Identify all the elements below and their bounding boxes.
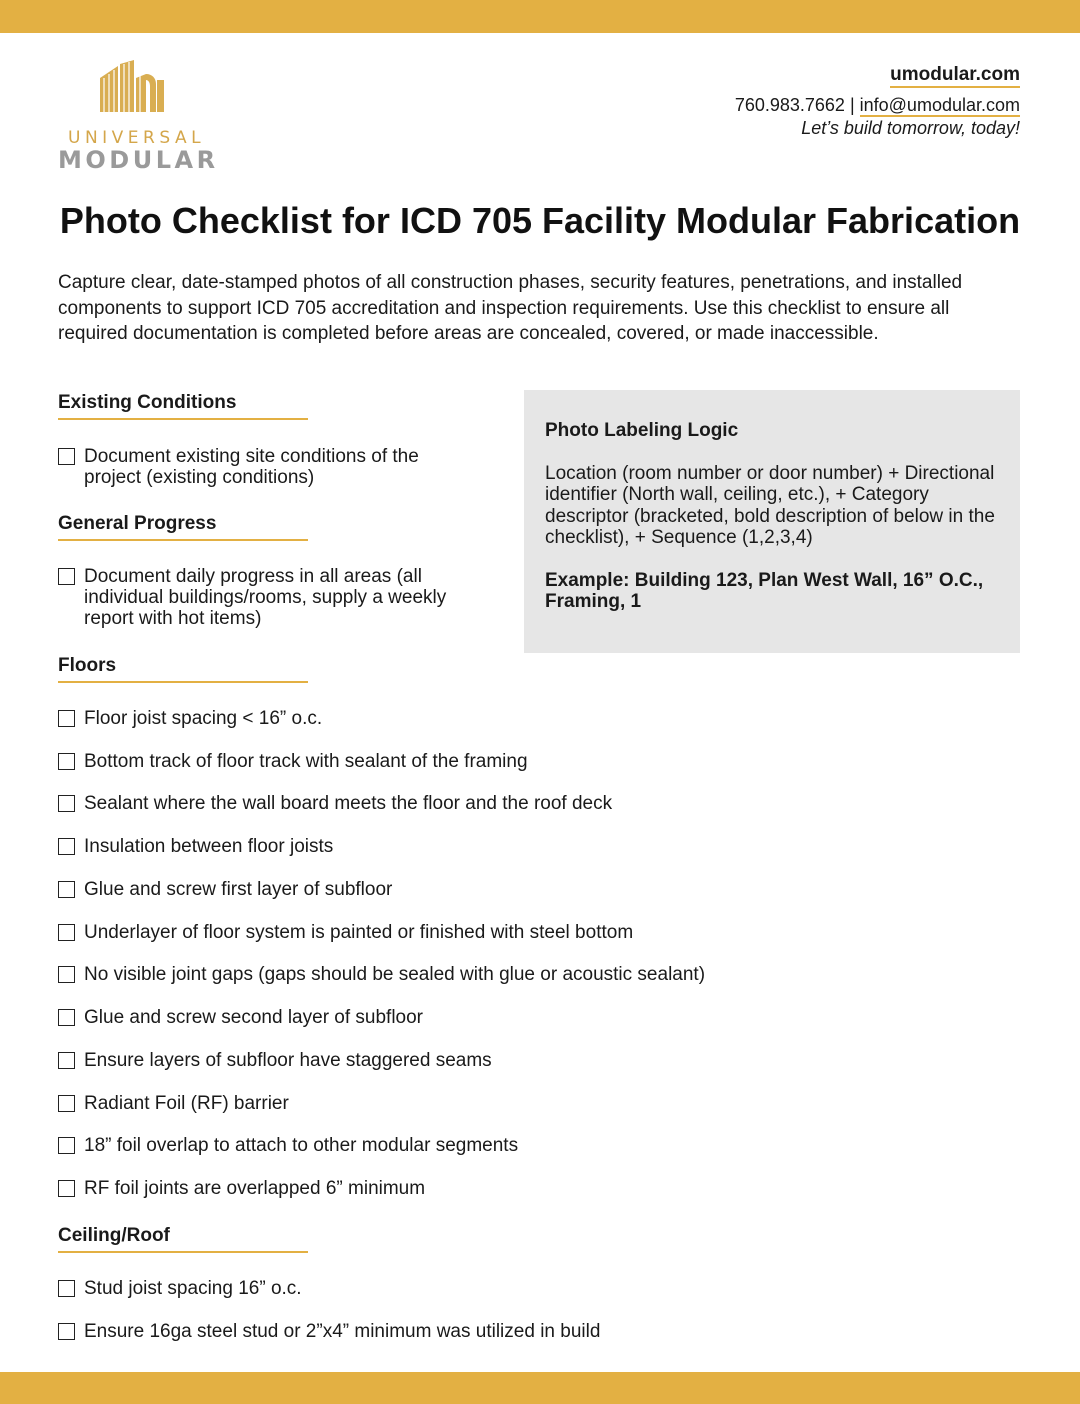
checklist-item-label: Sealant where the wall board meets the floor and the roof deck: [84, 793, 613, 814]
checklist-item[interactable]: [58, 964, 705, 985]
panel-heading: Photo Labeling Logic: [545, 420, 739, 441]
building-columns-logo-icon: [100, 60, 164, 112]
checkbox[interactable]: [58, 966, 75, 983]
checklist-item[interactable]: [58, 751, 528, 772]
intro-paragraph: Capture clear, date-stamped photos of all construction phases, security features, penetrations, and installed components to support ICD 705 accreditation and inspection requirements. Use this checklist to ensure all required documentation is completed before areas are concealed, covered, or made inaccessible.: [58, 272, 963, 344]
checklist-item[interactable]: [58, 1278, 302, 1299]
checklist-item[interactable]: [58, 1093, 289, 1114]
checklist-item-label: Document existing site conditions of the project (existing conditions): [84, 446, 419, 488]
logo-wordmark-modular: MODULAR: [58, 146, 219, 174]
checklist-item-label: Radiant Foil (RF) barrier: [84, 1093, 289, 1114]
checklist-item[interactable]: [58, 708, 322, 729]
section-heading-general-progress: General Progress: [58, 513, 308, 541]
company-logo: [58, 60, 218, 172]
section-heading-existing-conditions: Existing Conditions: [58, 392, 308, 420]
checklist-item-label: RF foil joints are overlapped 6” minimum: [84, 1178, 426, 1199]
checkbox[interactable]: [58, 1180, 75, 1197]
checkbox[interactable]: [58, 1323, 75, 1340]
phone-number: 760.983.7662: [734, 95, 845, 115]
contact-separator: |: [849, 95, 855, 115]
checklist-item[interactable]: [58, 1050, 492, 1071]
checklist-item-label: Underlayer of floor system is painted or finished with steel bottom: [84, 922, 634, 943]
checkbox[interactable]: [58, 568, 75, 585]
panel-body: Location (room number or door number) + Directional identifier (North wall, ceiling, etc.), + Category descriptor (bracketed, bold description of below in the checklist), + Sequence (1,2,3,4): [545, 462, 995, 548]
checkbox[interactable]: [58, 1009, 75, 1026]
checklist-item[interactable]: [58, 1135, 518, 1156]
checklist-item-label: Insulation between floor joists: [84, 836, 334, 857]
checklist-item-label: Document daily progress in all areas (all individual buildings/rooms, supply a weekly report with hot items): [84, 566, 447, 629]
checklist-item[interactable]: [58, 793, 612, 814]
checkbox[interactable]: [58, 838, 75, 855]
checklist-item[interactable]: [58, 879, 392, 900]
checkbox[interactable]: [58, 1137, 75, 1154]
checklist-item-label: Stud joist spacing 16” o.c.: [84, 1278, 302, 1299]
checkbox[interactable]: [58, 710, 75, 727]
checklist-item[interactable]: [58, 1178, 425, 1199]
top-color-band: [0, 0, 1080, 33]
section-heading-floors: Floors: [58, 655, 308, 683]
website-link[interactable]: umodular.com: [890, 64, 1020, 88]
checklist-item[interactable]: [58, 922, 633, 943]
checkbox[interactable]: [58, 924, 75, 941]
checklist-item-label: Ensure 16ga steel stud or 2”x4” minimum was utilized in build: [84, 1321, 601, 1342]
photo-labeling-panel: [524, 390, 1020, 653]
checkbox[interactable]: [58, 753, 75, 770]
checklist-item-label: 18” foil overlap to attach to other modular segments: [84, 1135, 519, 1156]
panel-example: Example: Building 123, Plan West Wall, 16” O.C., Framing, 1: [545, 569, 984, 612]
checklist-item[interactable]: [58, 1007, 423, 1028]
checkbox[interactable]: [58, 1095, 75, 1112]
tagline: Let’s build tomorrow, today!: [801, 118, 1020, 138]
checklist-item-label: Glue and screw first layer of subfloor: [84, 879, 393, 900]
bottom-color-band: [0, 1372, 1080, 1404]
checklist-item-label: Bottom track of floor track with sealant of the framing: [84, 751, 528, 772]
checklist-item[interactable]: [58, 1321, 600, 1342]
section-heading-ceiling-roof: Ceiling/Roof: [58, 1225, 308, 1253]
checklist-item-label: No visible joint gaps (gaps should be sealed with glue or acoustic sealant): [84, 964, 706, 985]
checkbox[interactable]: [58, 448, 75, 465]
checkbox[interactable]: [58, 795, 75, 812]
page-title: Photo Checklist for ICD 705 Facility Modular Fabrication: [59, 200, 1021, 241]
checklist-item[interactable]: [58, 836, 333, 857]
checklist-item-label: Glue and screw second layer of subfloor: [84, 1007, 424, 1028]
checkbox[interactable]: [58, 1280, 75, 1297]
contact-block: [735, 64, 1020, 139]
checklist-item-label: Floor joist spacing < 16” o.c.: [84, 708, 323, 729]
email-link[interactable]: info@umodular.com: [859, 95, 1020, 115]
checklist-item-label: Ensure layers of subfloor have staggered seams: [84, 1050, 492, 1071]
checklist-item[interactable]: [58, 566, 474, 629]
checkbox[interactable]: [58, 1052, 75, 1069]
checklist-item[interactable]: [58, 446, 474, 488]
checkbox[interactable]: [58, 881, 75, 898]
logo-wordmark-universal: UNIVERSAL: [68, 128, 206, 148]
